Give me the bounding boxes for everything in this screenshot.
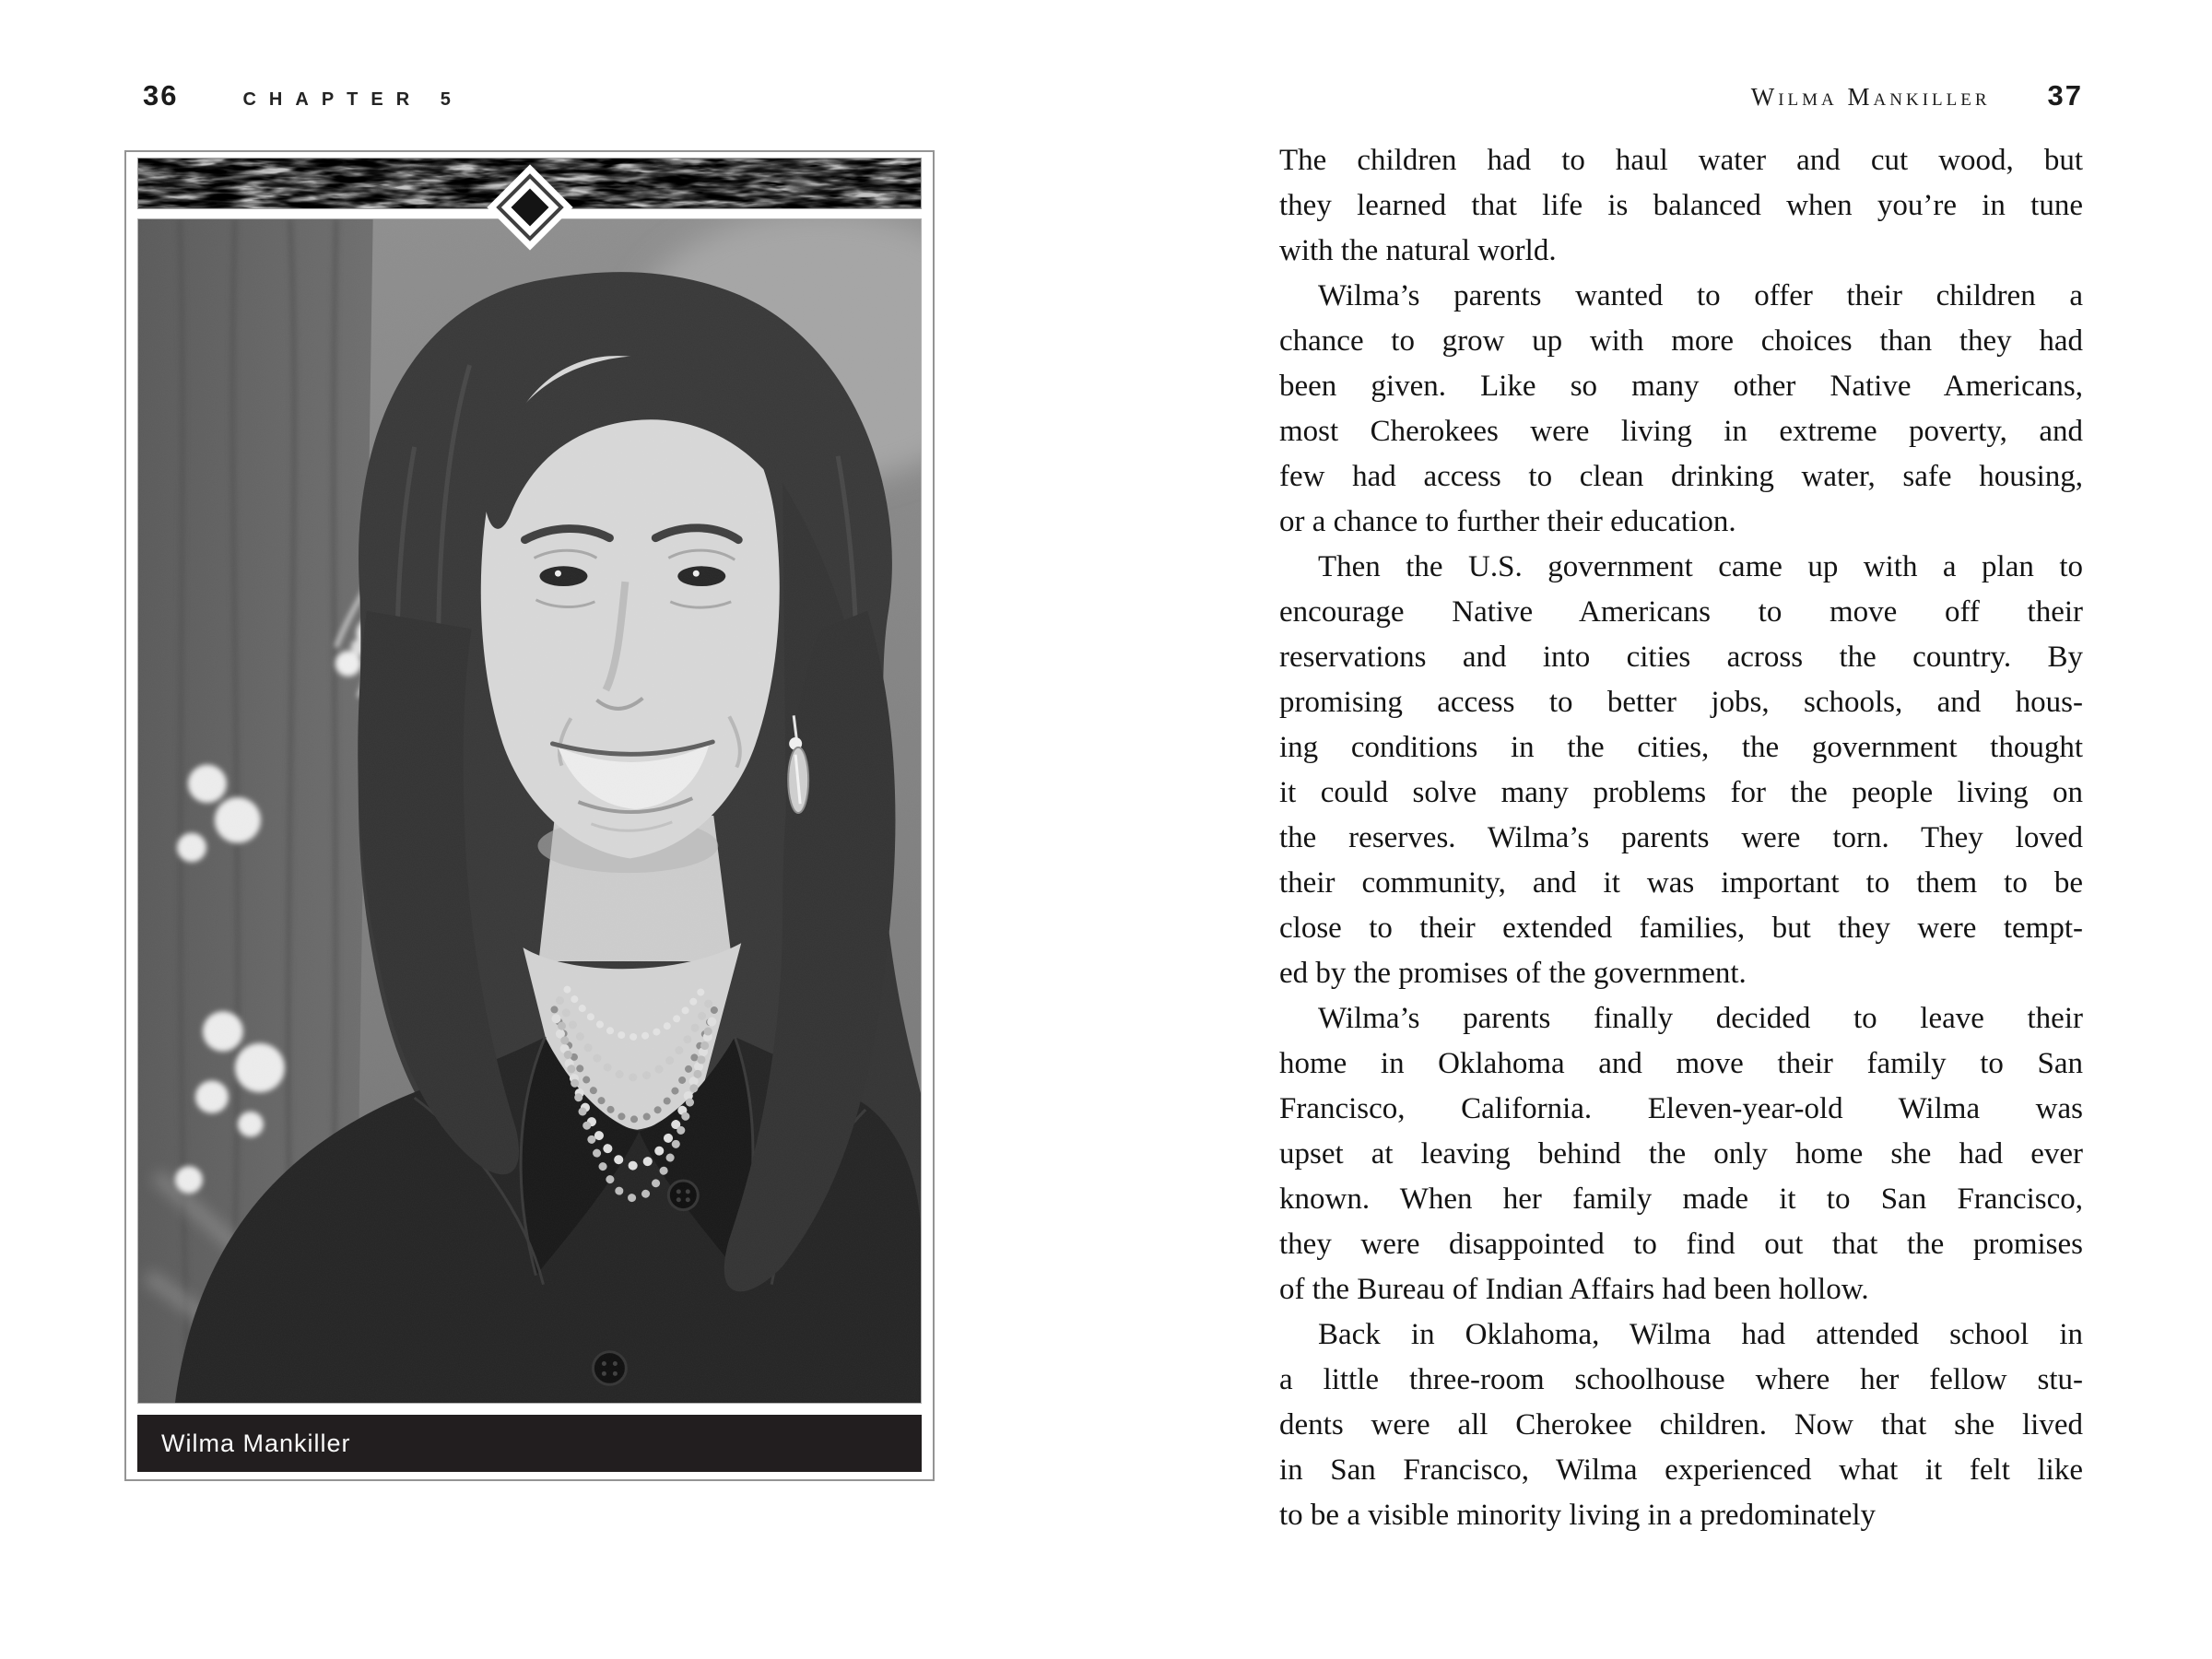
left-page-number: 36 <box>143 79 179 112</box>
figure-frame <box>124 150 935 1481</box>
paragraph <box>1279 274 2083 545</box>
chapter-label: CHAPTER 5 <box>242 89 464 110</box>
caption-bar <box>137 1415 922 1472</box>
paragraph <box>1279 1312 2083 1538</box>
text-line: most Cherokees were living in extreme poverty, and <box>1279 415 2083 448</box>
text-line: to be a visible minority living in a predominately <box>1279 1499 1877 1532</box>
text-line: chance to grow up with more choices than they had <box>1279 324 2083 358</box>
text-line: or a chance to further their education. <box>1279 505 1736 538</box>
figure-caption: Wilma Mankiller <box>161 1429 351 1457</box>
paragraph <box>1279 138 2083 274</box>
text-line: ing conditions in the cities, the government thought <box>1279 731 2083 764</box>
text-line: Francisco, California. Eleven-year-old Wilma was <box>1279 1092 2083 1125</box>
text-line: close to their extended families, but they were tempt- <box>1279 912 2083 945</box>
text-line: reservations and into cities across the country. By <box>1279 641 2083 674</box>
diamond-ornament-icon <box>484 161 576 253</box>
text-line: home in Oklahoma and move their family to San <box>1279 1047 2083 1080</box>
paragraph <box>1279 545 2083 996</box>
text-line: they learned that life is balanced when you’re in tune <box>1279 189 2083 222</box>
text-line: in San Francisco, Wilma experienced what it felt like <box>1279 1453 2083 1487</box>
text-line: Then the U.S. government came up with a plan to <box>1318 550 2083 583</box>
right-page-number: 37 <box>2047 79 2083 112</box>
text-line: few had access to clean drinking water, safe housing, <box>1279 460 2083 493</box>
text-line: it could solve many problems for the people living on <box>1279 776 2083 809</box>
text-line: Back in Oklahoma, Wilma had attended school in <box>1318 1318 2083 1351</box>
text-line: their community, and it was important to them to be <box>1279 866 2083 900</box>
left-page-header <box>143 81 464 112</box>
text-line: with the natural world. <box>1279 234 1557 267</box>
wilma-mankiller-photo <box>137 218 922 1404</box>
text-line: the reserves. Wilma’s parents were torn. They loved <box>1279 821 2083 854</box>
body-text <box>1279 138 2083 1538</box>
text-line: upset at leaving behind the only home she had ever <box>1279 1137 2083 1171</box>
text-line: ed by the promises of the government. <box>1279 957 1747 990</box>
text-line: been given. Like so many other Native Americans, <box>1279 370 2083 403</box>
text-line: Wilma’s parents wanted to offer their children a <box>1318 279 2083 312</box>
text-line: promising access to better jobs, schools, and hous- <box>1279 686 2083 719</box>
text-line: Wilma’s parents finally decided to leave their <box>1318 1002 2083 1035</box>
text-line: known. When her family made it to San Francisco, <box>1279 1182 2083 1216</box>
text-line: encourage Native Americans to move off their <box>1279 595 2083 629</box>
right-page-header <box>1279 81 2083 112</box>
running-header: Wilma Mankiller <box>1750 83 1991 111</box>
text-line: they were disappointed to find out that the promises <box>1279 1228 2083 1261</box>
text-line: a little three-room schoolhouse where her fellow stu- <box>1279 1363 2083 1396</box>
text-line: The children had to haul water and cut wood, but <box>1279 144 2083 177</box>
text-line: dents were all Cherokee children. Now that she lived <box>1279 1408 2083 1441</box>
text-line: of the Bureau of Indian Affairs had been hollow. <box>1279 1273 1869 1306</box>
paragraph <box>1279 996 2083 1312</box>
